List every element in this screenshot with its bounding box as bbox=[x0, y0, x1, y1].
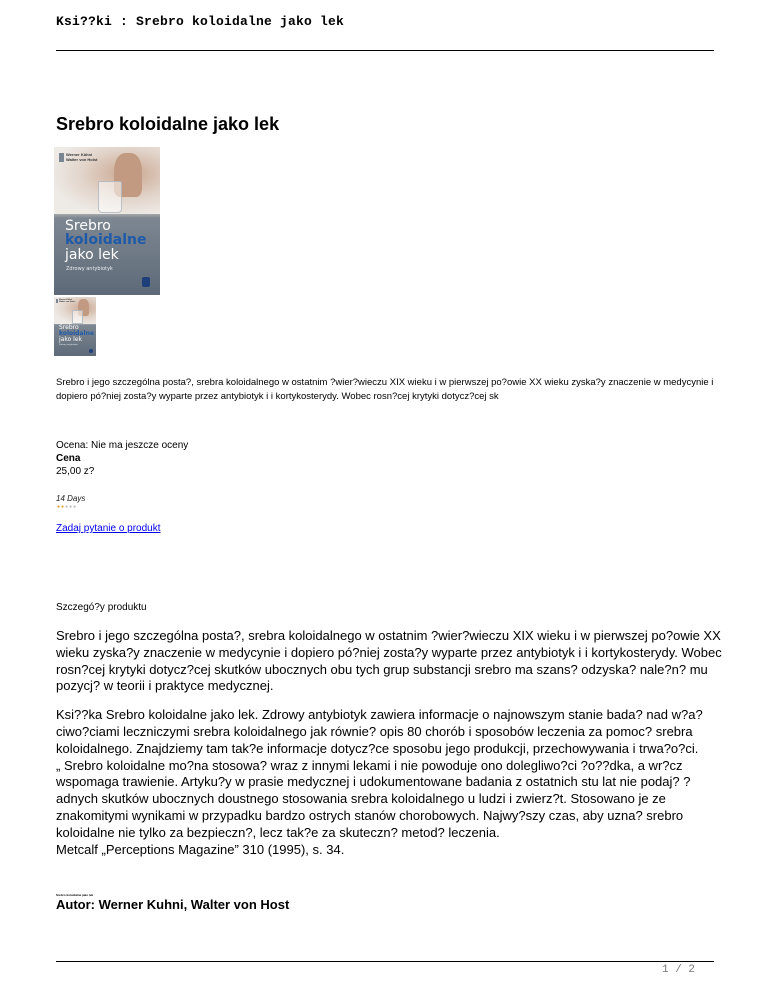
delivery-indicator-icon: ●●●●● bbox=[57, 504, 78, 510]
rating-text: Ocena: Nie ma jeszcze oceny bbox=[56, 440, 189, 451]
description-paragraph: Ksi??ka Srebro koloidalne jako lek. Zdrowy antybiotyk zawiera informacje o najnowszym stanie bada? nad w?a?ciwo?ciami leczniczymi srebra koloidalnego jak równie? opis 80 chorób i sposobów leczenia za pomoc? srebra koloidalnego. Znajdziemy tam tak?e informacje dotycz?ce sposobu jego produkcji, przechowywania i trwa?o?ci. „ Srebro koloidalne mo?na stosowa? wraz z innymi lekami i nie powoduje ono dolegliwo?ci ?o??dka, a wr?cz wspomaga trawienie. Artyku?y w prasie medycznej i udokumentowane badania z ostatnich stu lat nie podaj? ?adnych skutków ubocznych doustnego stosowania srebra koloidalnego u ludzi i zwierz?t. Stosowano je ze znakomitymi wynikami w przypadku bardzo ostrych stanów chorobowych. Najwy?szy czas, aby uzna? srebro koloidalne nie tylko za bezpieczn?, lecz tak?e za skuteczn? metod? leczenia. Metcalf „Perceptions Magazine” 310 (1995), s. 34. bbox=[56, 707, 703, 857]
cover-authors: Werner Kühni Walter von Holst bbox=[66, 152, 98, 162]
product-description bbox=[56, 628, 722, 858]
document-header-title: Ksi??ki : Srebro koloidalne jako lek bbox=[56, 14, 345, 29]
short-description: Srebro i jego szczególna posta?, srebra koloidalnego w ostatnim ?wier?wieczu XIX wieku i w pierwszej po?owie XX wieku zyska?y znaczenie w medycynie i dopiero pó?niej zosta?y wyparte przez antybiotyk i i kortykosterydy. Wobec rosn?cej krytyki dotycz?cej sk bbox=[56, 377, 714, 402]
page-number: 1 / 2 bbox=[662, 964, 696, 976]
details-heading: Szczegó?y produktu bbox=[56, 602, 147, 613]
page-title: Srebro koloidalne jako lek bbox=[56, 114, 280, 134]
glass-icon bbox=[98, 181, 122, 213]
book-cover-thumbnail[interactable]: Werner Kühni Walter von Holst Srebro koloidalne jako lek Zdrowy antybiotyk bbox=[54, 297, 96, 356]
author-line: Autor: Werner Kuhni, Walter von Host bbox=[56, 897, 290, 912]
ask-question-link[interactable]: Zadaj pytanie o produkt bbox=[56, 523, 161, 534]
rating-block bbox=[56, 439, 188, 478]
price-value: 25,00 z? bbox=[56, 466, 95, 477]
cover-subtitle: Zdrowy antybiotyk bbox=[66, 266, 113, 272]
description-paragraph: Srebro i jego szczególna posta?, srebra koloidalnego w ostatnim ?wier?wieczu XIX wieku i w pierwszej po?owie XX wieku zyska?y znaczenie w medycynie i dopiero pó?niej zosta?y wyparte przez antybiotyk i i kortykosterydy. Wobec rosn?cej krytyki dotycz?cej skutków ubocznych obu tych grup substancji srebro ma szans? odzyska? nale?n? mu pozycj? w teorii i praktyce medycznej. bbox=[56, 628, 722, 694]
delivery-time: 14 Days bbox=[56, 494, 86, 503]
publisher-logo-icon bbox=[142, 277, 150, 287]
tiny-title-label: Srebro koloidalne jako lek bbox=[56, 893, 94, 897]
header-divider bbox=[56, 50, 714, 51]
book-cover-image bbox=[54, 147, 160, 295]
footer-divider bbox=[56, 961, 714, 962]
price-label: Cena bbox=[56, 453, 81, 464]
cover-title: Srebro koloidalne jako lek bbox=[65, 218, 147, 263]
